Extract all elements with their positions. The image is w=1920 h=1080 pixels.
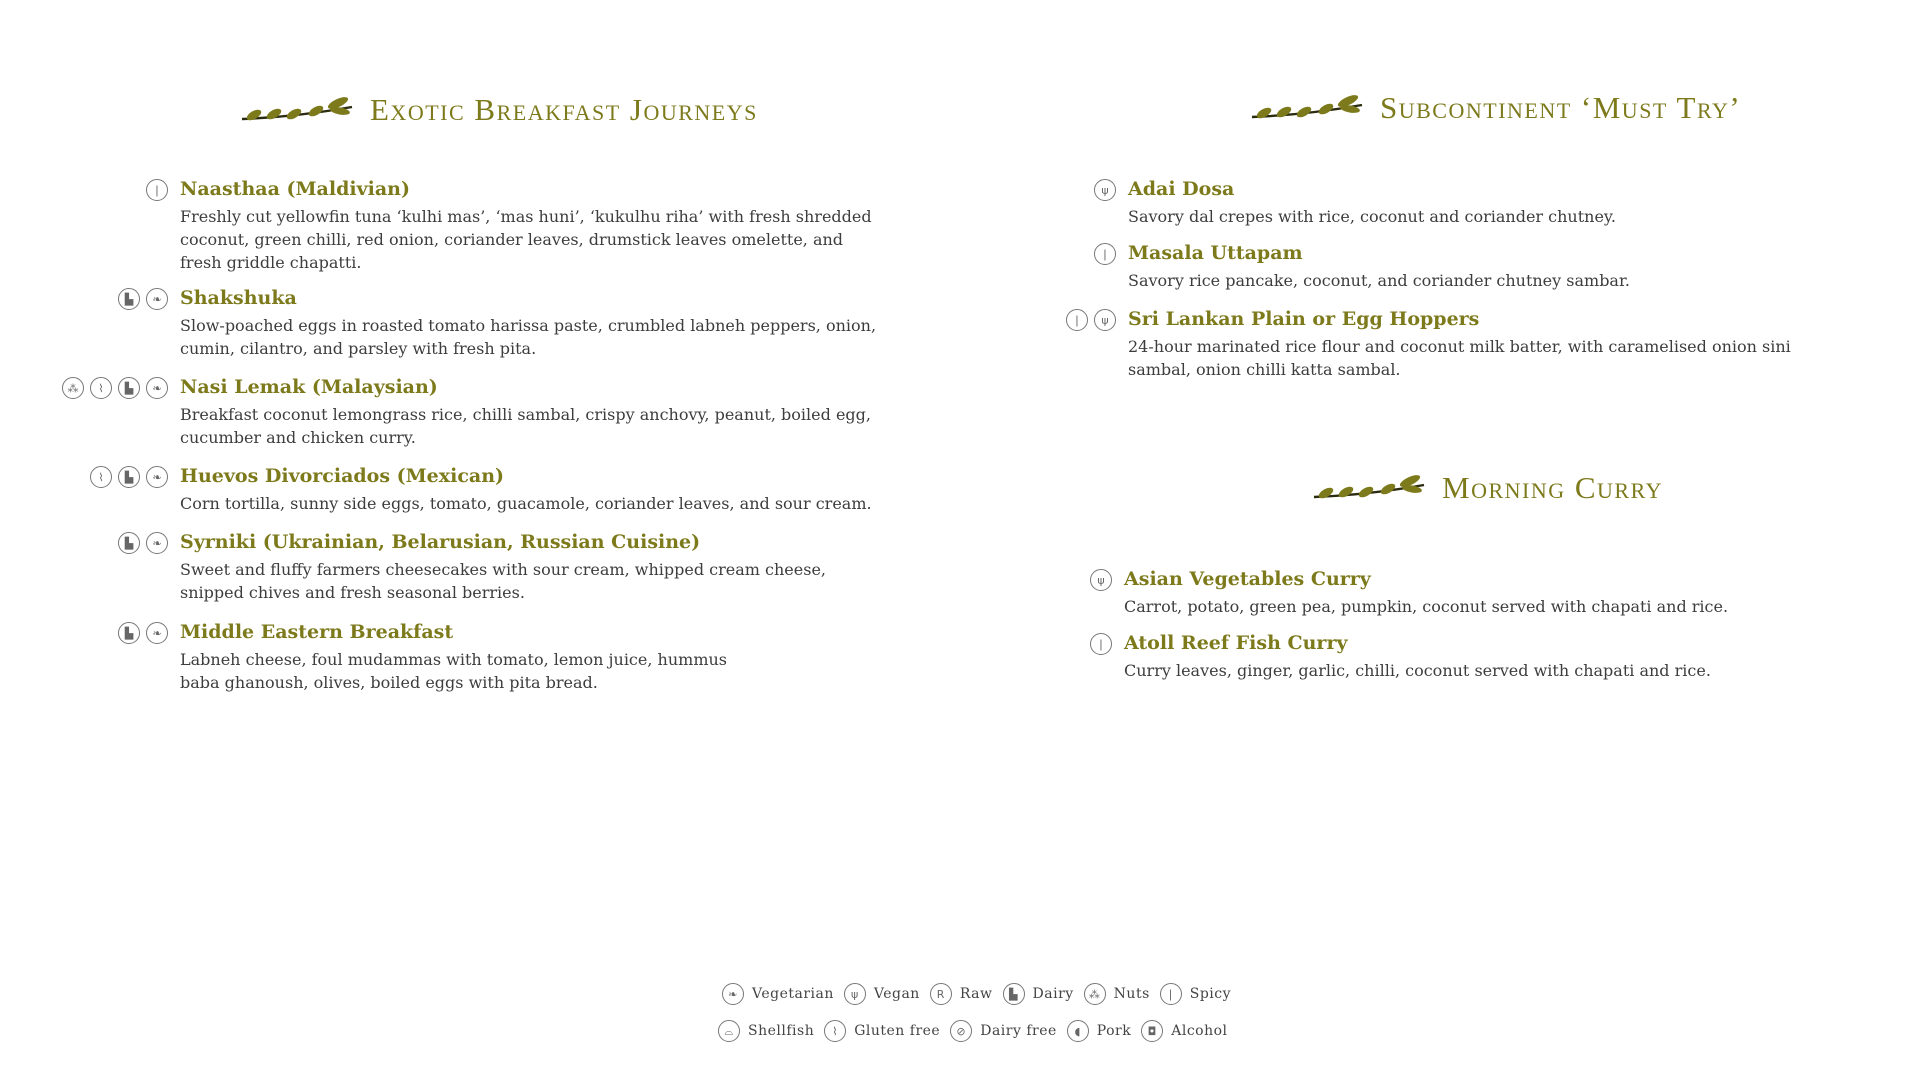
spicy-icon: ❘ — [1094, 243, 1116, 265]
dish-name: Asian Vegetables Curry — [1124, 568, 1371, 590]
dish-name: Middle Eastern Breakfast — [180, 621, 454, 643]
dairy-icon: ▙ — [1003, 983, 1025, 1005]
spicy-icon: ❘ — [1066, 309, 1088, 331]
dietary-icons — [1066, 309, 1116, 331]
dish-name: Nasi Lemak (Malaysian) — [180, 376, 438, 398]
legend-label: Pork — [1096, 1023, 1132, 1039]
section-title: Morning Curry — [1442, 470, 1663, 505]
menu-item — [1072, 307, 1798, 381]
section-header-curry — [1312, 470, 1663, 506]
dish-description: Carrot, potato, green pea, pumpkin, coconut served with chapati and rice. — [1124, 597, 1729, 616]
menu-item — [1100, 241, 1798, 292]
olive-branch-icon — [240, 93, 356, 127]
menu-item — [1097, 567, 1794, 618]
dietary-icons — [118, 622, 168, 644]
legend-label: Gluten free — [854, 1023, 941, 1039]
spicy-icon: ❘ — [1090, 633, 1112, 655]
dietary-icons — [1094, 243, 1116, 265]
legend-item-raw — [930, 983, 993, 1005]
dietary-icons — [1090, 569, 1112, 591]
legend-item-dairy — [1003, 983, 1074, 1005]
section-title: Subcontinent ‘Must Try’ — [1380, 90, 1742, 125]
nuts-icon: ⁂ — [62, 377, 84, 399]
dish-name: Sri Lankan Plain or Egg Hoppers — [1128, 308, 1480, 330]
vegetarian-icon: ❧ — [722, 983, 744, 1005]
menu-item — [124, 530, 880, 604]
legend-item-vegetarian — [722, 983, 834, 1005]
raw-icon: R — [930, 983, 952, 1005]
dairy-icon: ▙ — [118, 377, 140, 399]
vegetarian-icon: ❧ — [146, 288, 168, 310]
dish-name: Huevos Divorciados (Mexican) — [180, 465, 505, 487]
dish-description: Curry leaves, ginger, garlic, chilli, coconut served with chapati and rice. — [1124, 661, 1711, 680]
dish-name: Masala Uttapam — [1128, 242, 1303, 264]
shellfish-icon: ⌓ — [718, 1020, 740, 1042]
dish-description: 24-hour marinated rice flour and coconut milk batter, with caramelised onion sini sambal, onion chilli katta sambal. — [1128, 337, 1791, 379]
section-header-subcontinent — [1250, 90, 1741, 126]
dish-name: Syrniki (Ukrainian, Belarusian, Russian Cuisine) — [180, 531, 701, 553]
dish-name: Adai Dosa — [1128, 178, 1235, 200]
legend-item-dairy-free — [950, 1020, 1057, 1042]
gluten-free-icon: ⌇ — [90, 466, 112, 488]
legend-item-alcohol — [1141, 1020, 1227, 1042]
menu-item — [67, 375, 880, 449]
dairy-free-icon: ⊘ — [950, 1020, 972, 1042]
dairy-icon: ▙ — [118, 532, 140, 554]
vegan-icon: ψ — [844, 983, 866, 1005]
legend-row-2 — [718, 1020, 1238, 1042]
legend-label: Alcohol — [1171, 1023, 1228, 1039]
menu-item — [124, 620, 740, 694]
dairy-icon: ▙ — [118, 622, 140, 644]
legend-item-nuts — [1084, 983, 1150, 1005]
spicy-icon: ❘ — [1160, 983, 1182, 1005]
dish-description: Sweet and fluffy farmers cheesecakes with sour cream, whipped cream cheese, snipped chives and fresh seasonal berries. — [180, 560, 827, 602]
gluten-free-icon: ⌇ — [90, 377, 112, 399]
dish-description: Freshly cut yellowfin tuna ‘kulhi mas’, ‘mas huni’, ‘kukulhu riha’ with fresh shredded coconut, green chilli, red onion, coriander leaves, drumstick leaves omelette, and fresh griddle chapatti. — [180, 207, 872, 272]
dish-name: Shakshuka — [180, 287, 297, 309]
legend-row-1 — [722, 983, 1241, 1005]
legend-label: Shellfish — [748, 1023, 815, 1039]
gluten-free-icon: ⌇ — [824, 1020, 846, 1042]
legend-label: Nuts — [1113, 986, 1150, 1002]
dish-description: Savory rice pancake, coconut, and coriander chutney sambar. — [1128, 271, 1630, 290]
legend-item-vegan — [844, 983, 920, 1005]
vegan-icon: ψ — [1094, 309, 1116, 331]
dietary-icons — [62, 377, 168, 399]
dairy-icon: ▙ — [118, 288, 140, 310]
dietary-icons — [118, 532, 168, 554]
section-header-exotic — [240, 92, 758, 128]
dish-description: Slow-poached eggs in roasted tomato harissa paste, crumbled labneh peppers, onion, cumin, cilantro, and parsley with fresh pita. — [180, 316, 877, 358]
section-title: Exotic Breakfast Journeys — [370, 92, 758, 127]
legend-item-pork — [1067, 1020, 1131, 1042]
legend-label: Vegetarian — [752, 986, 834, 1002]
legend-item-shellfish — [718, 1020, 814, 1042]
dish-description: Savory dal crepes with rice, coconut and coriander chutney. — [1128, 207, 1616, 226]
legend-label: Dairy free — [980, 1023, 1057, 1039]
legend-label: Spicy — [1189, 986, 1232, 1002]
menu-item — [1096, 631, 1794, 682]
dietary-icons — [90, 466, 168, 488]
dish-description: Labneh cheese, foul mudammas with tomato, lemon juice, hummus baba ghanoush, olives, boiled eggs with pita bread. — [180, 650, 727, 692]
menu-item — [152, 177, 880, 274]
vegan-icon: ψ — [1094, 179, 1116, 201]
menu-item — [124, 286, 880, 360]
dairy-icon: ▙ — [118, 466, 140, 488]
menu-item — [1101, 177, 1798, 228]
spicy-icon: ❘ — [146, 179, 168, 201]
legend-item-gluten-free — [824, 1020, 940, 1042]
legend-label: Raw — [959, 986, 993, 1002]
vegan-icon: ψ — [1090, 569, 1112, 591]
legend-label: Vegan — [873, 986, 920, 1002]
vegetarian-icon: ❧ — [146, 622, 168, 644]
vegetarian-icon: ❧ — [146, 466, 168, 488]
olive-branch-icon — [1312, 471, 1428, 505]
dish-description: Breakfast coconut lemongrass rice, chilli sambal, crispy anchovy, peanut, boiled egg, cucumber and chicken curry. — [180, 405, 871, 447]
dietary-icons — [1094, 179, 1116, 201]
legend-item-spicy — [1160, 983, 1231, 1005]
nuts-icon: ⁂ — [1084, 983, 1106, 1005]
olive-branch-icon — [1250, 91, 1366, 125]
dietary-icons — [118, 288, 168, 310]
vegetarian-icon: ❧ — [146, 377, 168, 399]
vegetarian-icon: ❧ — [146, 532, 168, 554]
legend-label: Dairy — [1032, 986, 1074, 1002]
dish-description: Corn tortilla, sunny side eggs, tomato, guacamole, coriander leaves, and sour cream. — [180, 494, 872, 513]
dietary-icons — [1090, 633, 1112, 655]
menu-item — [98, 464, 880, 515]
alcohol-icon: ◘ — [1141, 1020, 1163, 1042]
pork-icon: ◖ — [1067, 1020, 1089, 1042]
dietary-icons — [146, 179, 168, 201]
dish-name: Naasthaa (Maldivian) — [180, 178, 410, 200]
dish-name: Atoll Reef Fish Curry — [1124, 632, 1348, 654]
